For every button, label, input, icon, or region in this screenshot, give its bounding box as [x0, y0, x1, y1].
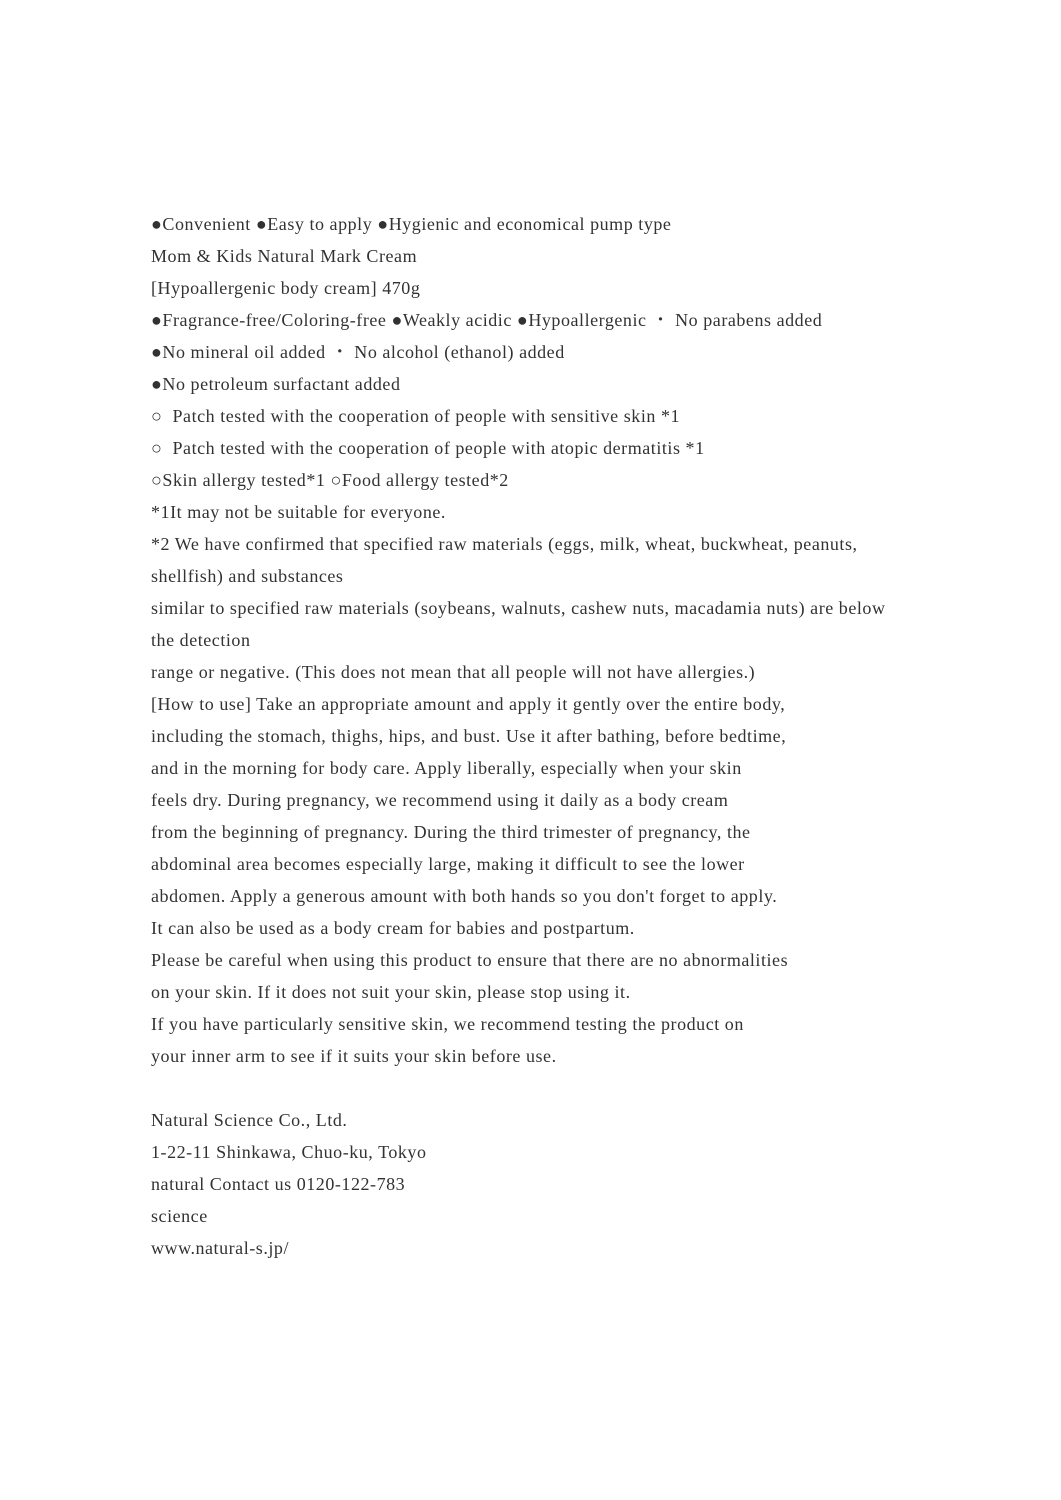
text-line: from the beginning of pregnancy. During the third trimester of pregnancy, the: [151, 822, 751, 842]
text-line: abdomen. Apply a generous amount with both hands so you don't forget to apply.: [151, 886, 778, 906]
text-line: www.natural-s.jp/: [151, 1238, 289, 1258]
text-line: ○ Patch tested with the cooperation of people with sensitive skin *1: [151, 406, 681, 426]
text-line: It can also be used as a body cream for babies and postpartum.: [151, 918, 635, 938]
text-line: and in the morning for body care. Apply liberally, especially when your skin: [151, 758, 742, 778]
text-line: ○ Patch tested with the cooperation of people with atopic dermatitis *1: [151, 438, 705, 458]
text-line: ●Fragrance-free/Coloring-free ●Weakly acidic ●Hypoallergenic ・ No parabens added: [151, 310, 823, 330]
text-line: [Hypoallergenic body cream] 470g: [151, 278, 421, 298]
text-line: Natural Science Co., Ltd.: [151, 1110, 348, 1130]
text-line: ●No petroleum surfactant added: [151, 374, 401, 394]
text-line: [How to use] Take an appropriate amount and apply it gently over the entire body,: [151, 694, 786, 714]
text-line: on your skin. If it does not suit your skin, please stop using it.: [151, 982, 631, 1002]
text-line: ○Skin allergy tested*1 ○Food allergy tested*2: [151, 470, 509, 490]
text-line: range or negative. (This does not mean that all people will not have allergies.): [151, 662, 756, 682]
text-line: *2 We have confirmed that specified raw materials (eggs, milk, wheat, buckwheat, peanuts,: [151, 534, 858, 554]
text-line: your inner arm to see if it suits your skin before use.: [151, 1046, 557, 1066]
text-line: Please be careful when using this product to ensure that there are no abnormalities: [151, 950, 789, 970]
text-line: abdominal area becomes especially large, making it difficult to see the lower: [151, 854, 745, 874]
text-line: similar to specified raw materials (soybeans, walnuts, cashew nuts, macadamia nuts) are below: [151, 598, 886, 618]
text-line: *1It may not be suitable for everyone.: [151, 502, 446, 522]
text-line: If you have particularly sensitive skin, we recommend testing the product on: [151, 1014, 744, 1034]
text-line: ●Convenient ●Easy to apply ●Hygienic and economical pump type: [151, 214, 672, 234]
text-line: shellfish) and substances: [151, 566, 344, 586]
text-line: including the stomach, thighs, hips, and bust. Use it after bathing, before bedtime,: [151, 726, 787, 746]
text-line: natural Contact us 0120-122-783: [151, 1174, 406, 1194]
text-line: [151, 1072, 941, 1104]
text-line: Mom & Kids Natural Mark Cream: [151, 246, 418, 266]
text-line: the detection: [151, 630, 251, 650]
document-text-block: [151, 208, 941, 1264]
text-line: 1-22-11 Shinkawa, Chuo-ku, Tokyo: [151, 1142, 427, 1162]
text-line: science: [151, 1206, 208, 1226]
text-line: ●No mineral oil added ・ No alcohol (ethanol) added: [151, 342, 565, 362]
text-line: feels dry. During pregnancy, we recommend using it daily as a body cream: [151, 790, 729, 810]
